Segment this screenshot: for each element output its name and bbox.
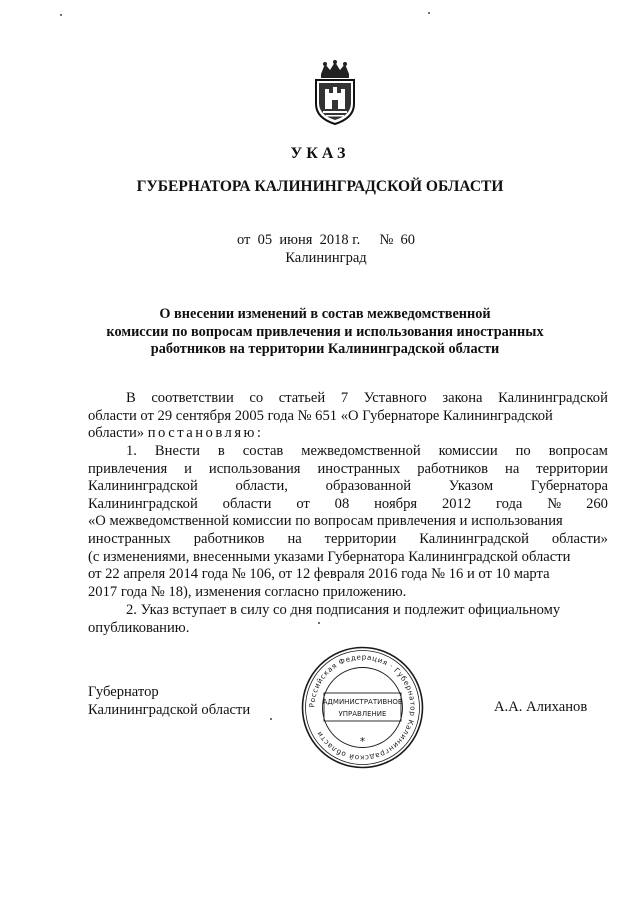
- scan-speck: [428, 12, 430, 14]
- word: от: [296, 495, 310, 512]
- word: Калининградской: [88, 495, 198, 512]
- word: статьей: [278, 390, 326, 406]
- justified-line: [88, 461, 608, 479]
- stamp-center-line: АДМИНИСТРАТИВНОЕ: [322, 698, 403, 706]
- word: года: [496, 495, 523, 512]
- scan-speck: [60, 14, 62, 16]
- word: Калининградской: [419, 530, 529, 547]
- word: и: [184, 460, 192, 477]
- word: Внести: [154, 443, 200, 459]
- word: №: [547, 495, 562, 512]
- date-day: 05: [257, 232, 273, 248]
- document-title: УКАЗ: [290, 145, 350, 162]
- word: в: [217, 443, 225, 459]
- heading-line: комиссии по вопросам привлечения и использования иностранных: [106, 323, 544, 340]
- word: области»: [551, 530, 608, 547]
- word: вопросам: [548, 443, 608, 459]
- word: Калининградской: [88, 478, 198, 495]
- word: использования: [208, 460, 301, 477]
- word: работников: [193, 530, 265, 547]
- justified-line: [88, 478, 608, 496]
- word: области: [222, 495, 272, 512]
- word: Губернатора: [530, 478, 608, 495]
- word: на: [505, 460, 520, 477]
- word: Уставного: [363, 390, 427, 406]
- word: соответствии: [151, 390, 234, 406]
- word: 2012: [441, 495, 472, 512]
- item-1-paragraph: [88, 443, 608, 601]
- justified-line: [88, 531, 608, 549]
- coat-of-arms-icon: [312, 60, 358, 126]
- word: межведомственной: [301, 443, 421, 459]
- word: иностранных: [88, 530, 171, 547]
- preamble-paragraph: [88, 390, 608, 443]
- city: Калининград: [285, 250, 367, 266]
- decree-number: 60: [400, 232, 416, 248]
- text-line: области от 29 сентября 2005 года № 651 «О Губернаторе Калининградской: [88, 407, 553, 424]
- item-2-paragraph: [88, 602, 608, 637]
- text-line: 2017 года № 18), изменения согласно приложению.: [88, 583, 407, 600]
- justified-line: [88, 390, 608, 408]
- word: иностранных: [317, 460, 401, 477]
- text-line: [88, 425, 608, 443]
- scan-speck: [270, 718, 272, 720]
- word: работников: [417, 460, 489, 477]
- word: 7: [340, 390, 349, 406]
- text-line: 2. Указ вступает в силу со дня подписания и подлежит официальному: [126, 602, 561, 618]
- word: по: [515, 443, 531, 459]
- date-line: [0, 232, 640, 249]
- word: состав: [242, 443, 284, 459]
- scan-speck: [318, 622, 320, 624]
- word: В: [126, 390, 136, 406]
- word: 08: [334, 495, 350, 512]
- word: комиссии: [438, 443, 498, 459]
- text-line: «О межведомственной комиссии по вопросам привлечения и использования: [88, 513, 563, 530]
- signatory-name: А.А. Алиханов: [494, 699, 588, 715]
- word: 1.: [126, 443, 137, 459]
- word: со: [249, 390, 264, 406]
- resolution-word: постановляю:: [147, 425, 264, 442]
- word: территории: [536, 460, 608, 477]
- stamp-center-line: УПРАВЛЕНИЕ: [338, 710, 387, 718]
- decree-heading: [100, 306, 550, 359]
- word: закона: [442, 390, 483, 406]
- justified-line: [88, 496, 608, 514]
- word: Указом: [448, 478, 494, 495]
- word: образованной: [325, 478, 412, 495]
- date-year: 2018 г.: [319, 232, 361, 248]
- date-prefix: от: [236, 232, 251, 248]
- position-line: Калининградской области: [88, 702, 251, 718]
- date-month: июня: [279, 232, 313, 248]
- heading-line: работников на территории Калининградской области: [150, 341, 500, 357]
- signatory-position: [88, 683, 250, 719]
- stamp-star-icon: *: [359, 735, 366, 748]
- official-stamp: [300, 645, 425, 770]
- heading-line: О внесении изменений в состав межведомственной: [159, 306, 491, 322]
- text-fragment: области»: [88, 425, 145, 442]
- text-line: от 22 апреля 2014 года № 106, от 12 февраля 2016 года № 16 и от 10 марта: [88, 566, 550, 583]
- text-line: опубликованию.: [88, 619, 190, 636]
- stamp-ring-text: Российская Федерация · Губернатор Калининградской области: [307, 652, 418, 763]
- position-line: Губернатор: [88, 684, 159, 700]
- word: области,: [235, 478, 288, 495]
- document-subtitle: ГУБЕРНАТОРА КАЛИНИНГРАДСКОЙ ОБЛАСТИ: [136, 178, 504, 195]
- word: ноября: [374, 495, 418, 512]
- word: Калининградской: [498, 390, 608, 406]
- number-label: №: [379, 232, 394, 248]
- word: территории: [324, 530, 397, 547]
- justified-line: [88, 443, 608, 461]
- word: 260: [586, 495, 608, 512]
- word: на: [287, 530, 302, 547]
- text-line: (с изменениями, внесенными указами Губернатора Калининградской области: [88, 548, 571, 565]
- word: привлечения: [88, 460, 168, 477]
